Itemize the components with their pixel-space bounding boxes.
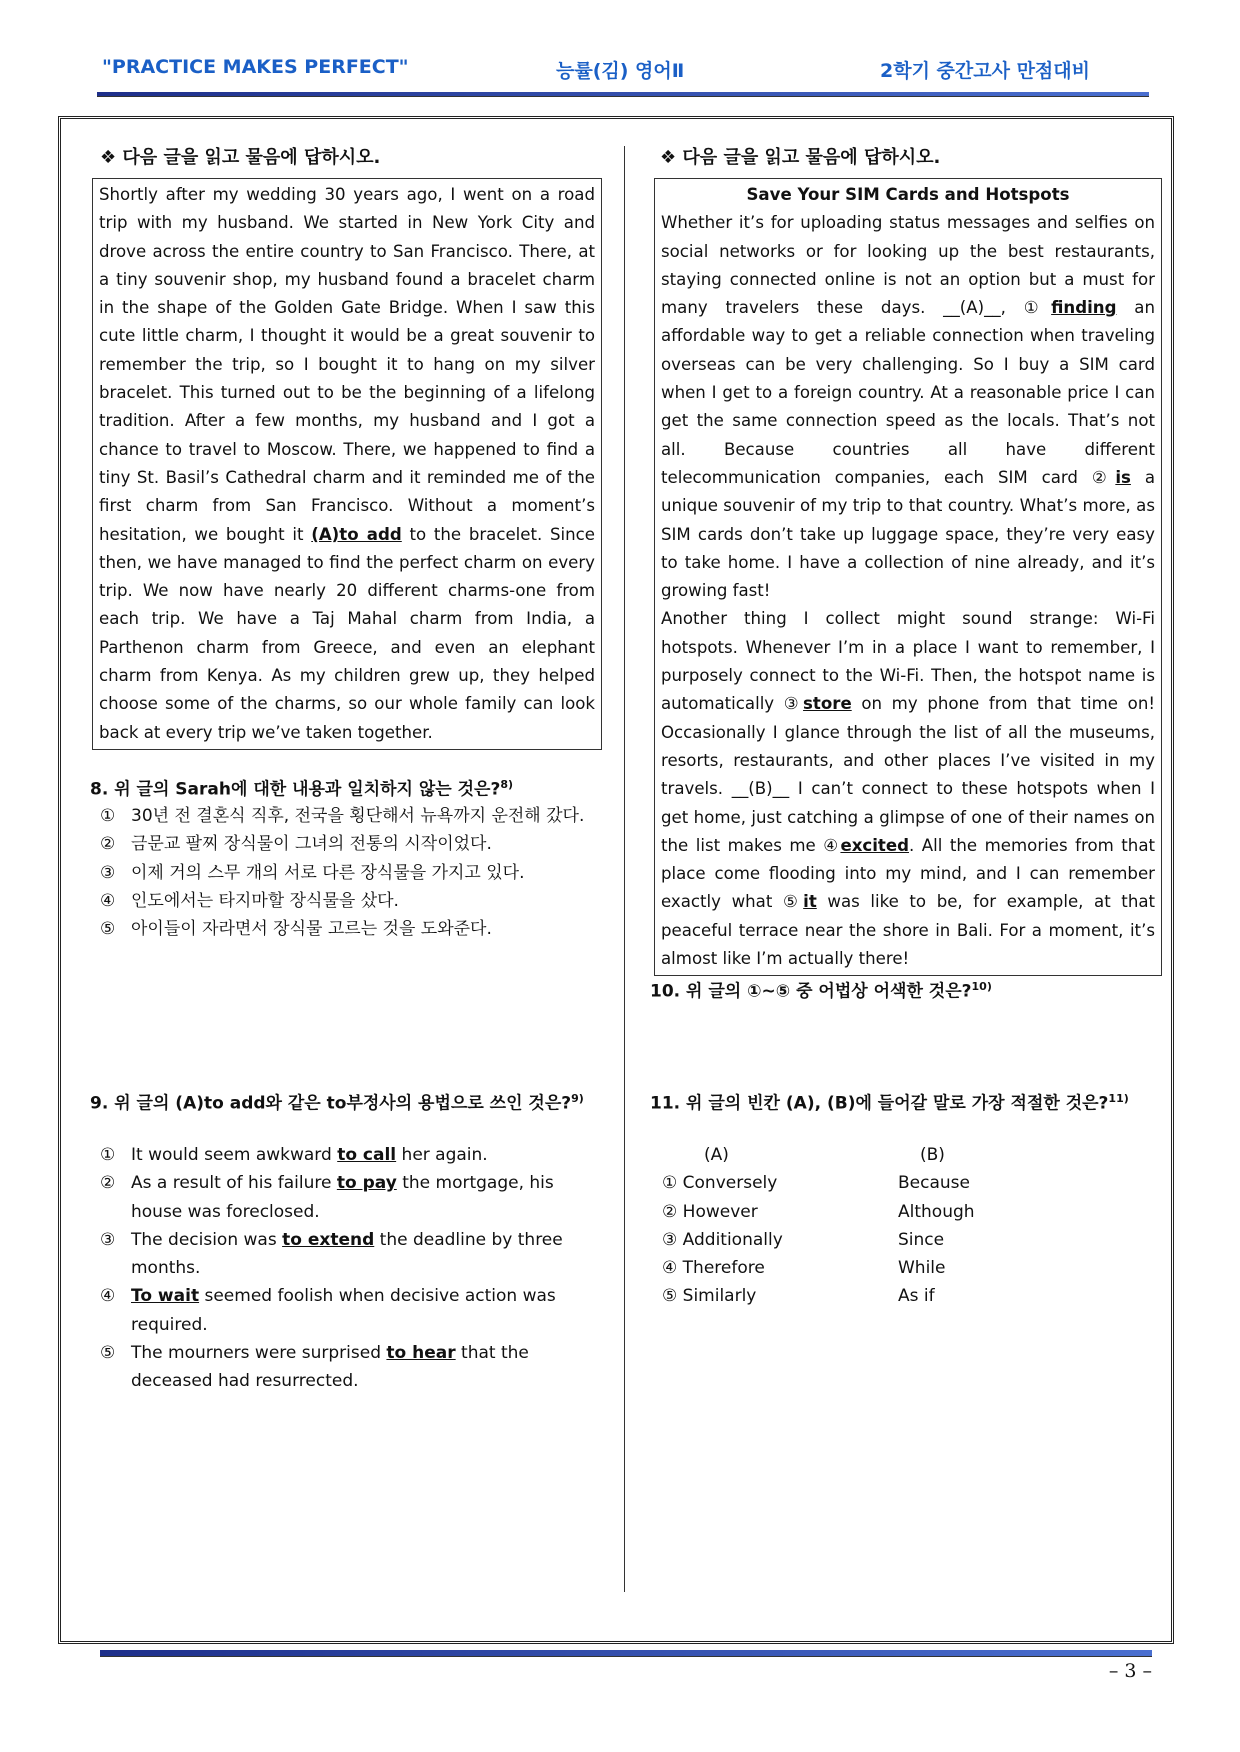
option-number: ② bbox=[100, 1173, 116, 1194]
option-number: ② bbox=[100, 834, 116, 855]
passage-text: Shortly after my wedding 30 years ago, I went on a road trip with my husband. We started in New York City and drove across the entire country to San Francisco. There, at a tiny souvenir shop, my husband found a bracelet charm in the shape of the Golden Gate Bridge. When I saw this cute little charm, I thought it would be a great souvenir to remember the trip, so I bought it to hang on my silver bracelet. This turned out to be the beginning of a lifelong tradition. After a few months, my husband and I got a chance to travel to Moscow. There, we happened to find a tiny St. Basil’s Cathedral charm and it reminded me of the first charm from San Francisco. Without a moment’s hesitation, we bought it bbox=[99, 185, 595, 544]
option-a-text: Additionally bbox=[682, 1229, 783, 1250]
question-8: 8. 위 글의 Sarah에 대한 내용과 일치하지 않는 것은?$^{8)}$ bbox=[90, 778, 514, 800]
q11-option bbox=[662, 1226, 975, 1254]
q9-option bbox=[100, 1141, 570, 1169]
mark-3: store bbox=[803, 694, 852, 714]
q8-option bbox=[100, 859, 600, 887]
q8-option bbox=[100, 887, 600, 915]
q11-option bbox=[662, 1198, 975, 1226]
option-b-text: Because bbox=[898, 1173, 970, 1194]
option-number: ① bbox=[100, 1145, 116, 1165]
option-a-text: However bbox=[682, 1201, 758, 1222]
q9-option bbox=[100, 1282, 570, 1339]
q9-option bbox=[100, 1169, 570, 1226]
option-number: ③ bbox=[662, 1229, 683, 1250]
option-b-text: Although bbox=[898, 1201, 975, 1222]
option-text: To wait seemed foolish when decisive action was required. bbox=[131, 1286, 556, 1335]
underlined-infinitive: To wait bbox=[131, 1286, 200, 1307]
underlined-infinitive: to hear bbox=[386, 1343, 456, 1364]
option-a bbox=[662, 1282, 898, 1310]
option-a-text: Therefore bbox=[682, 1258, 765, 1279]
option-number: ① bbox=[662, 1173, 683, 1194]
option-text: It would seem awkward to call her again. bbox=[131, 1145, 488, 1165]
blank-b: __(B)__ bbox=[731, 779, 790, 799]
question-10: 10. 위 글의 ①~⑤ 중 어법상 어색한 것은?$^{10)}$ bbox=[650, 980, 992, 1002]
option-number: ④ bbox=[100, 1286, 116, 1307]
left-instruction: ❖ 다음 글을 읽고 물음에 답하시오. bbox=[100, 147, 381, 168]
option-text: 인도에서는 타지마할 장식물을 샀다. bbox=[131, 890, 399, 911]
footer-bar bbox=[100, 1650, 1152, 1657]
option-number: ③ bbox=[100, 862, 116, 883]
option-number: ① bbox=[100, 806, 116, 826]
q11-option bbox=[662, 1169, 975, 1197]
question-11: 11. 위 글의 빈칸 (A), (B)에 들어갈 말로 가장 적절한 것은?$^{11)}$ bbox=[650, 1092, 1129, 1114]
underlined-infinitive: to pay bbox=[336, 1173, 397, 1194]
right-passage: Save Your SIM Cards and Hotspots Whether it’s for uploading status messages and selfies on social networks or for looking up the best restaurants, staying connected online is not an option but a must for many travelers these days. __(A)__, ①finding an affordable way to get a reliable connection when traveling overseas can be very challenging. So I buy a SIM card when I get to a foreign country. At a reasonable price I can get the same connection speed as the locals. That’s not all. Because countries all have different telecommunication companies, each SIM card ②is a unique souvenir of my trip to that country. What’s more, as SIM cards don’t take up luggage space, they’re very easy to take home. I have a collection of nine already, and it’s growing fast! Another thing I collect might sound strange: Wi-Fi hotspots. Whenever I’m in a place I want to remember, I purposely connect to the Wi-Fi. Then, the hotspot name is automatically ③store on my phone from that time on! Occasionally I glance through the list of all the museums, resorts, restaurants, and other places I’ve visited in my travels. __(B)__ I can’t connect to these hotspots when I get home, just catching a glimpse of one of their names on the list makes me ④excited. All the memories from that place come flooding into my mind, and I can remember exactly what ⑤it was like to be, for example, at that peaceful terrace near the shore in Bali. For a moment, it’s almost like I’m actually there! bbox=[654, 178, 1162, 976]
option-number: ⑤ bbox=[662, 1286, 683, 1307]
left-passage bbox=[92, 178, 602, 750]
option-text: 이제 거의 스무 개의 서로 다른 장식물을 가지고 있다. bbox=[131, 862, 525, 883]
q11-options bbox=[662, 1141, 975, 1311]
q11-option bbox=[662, 1282, 975, 1310]
q11-option bbox=[662, 1254, 975, 1282]
option-b-text: As if bbox=[898, 1286, 935, 1307]
option-number: ⑤ bbox=[100, 1343, 116, 1364]
mark-5: it bbox=[803, 892, 817, 912]
option-a bbox=[662, 1169, 898, 1197]
option-a bbox=[662, 1198, 898, 1226]
option-number: ④ bbox=[662, 1258, 683, 1279]
option-number: ③ bbox=[100, 1229, 116, 1250]
option-a-text: Conversely bbox=[682, 1173, 778, 1194]
underlined-infinitive: to call bbox=[337, 1145, 397, 1165]
option-number: ④ bbox=[100, 890, 116, 911]
underlined-infinitive: to extend bbox=[282, 1229, 375, 1250]
question-9: 9. 위 글의 (A)to add와 같은 to부정사의 용법으로 쓰인 것은?$^{9)}$ bbox=[90, 1092, 584, 1114]
option-number: ② bbox=[662, 1201, 683, 1222]
q9-options bbox=[100, 1141, 570, 1396]
q9-option bbox=[100, 1339, 570, 1396]
passage-title: Save Your SIM Cards and Hotspots bbox=[746, 185, 1070, 204]
header-right: 2학기 중간고사 만점대비 bbox=[880, 60, 1090, 82]
passage-text: to the bracelet. Since then, we have managed to find the perfect charm on every trip. We now have nearly 20 different charms-one from each trip. We have a Taj Mahal charm from India, a Parthenon charm from Greece, and even an elephant charm from Kenya. As my children grew up, they helped choose some of the charms, so our whole family can look back at every trip we’ve taken together. bbox=[99, 524, 595, 742]
option-text: As a result of his failure to pay the mortgage, his house was foreclosed. bbox=[131, 1173, 554, 1222]
right-instruction: ❖ 다음 글을 읽고 물음에 답하시오. bbox=[660, 147, 941, 168]
header-bar bbox=[97, 92, 1149, 97]
mark-1: finding bbox=[1051, 298, 1117, 318]
option-text: 금문교 팔찌 장식물이 그녀의 전통의 시작이었다. bbox=[131, 834, 492, 855]
option-text: The decision was to extend the deadline by three months. bbox=[131, 1229, 563, 1279]
q8-options bbox=[100, 802, 600, 943]
option-a-text: Similarly bbox=[682, 1286, 757, 1307]
q8-option bbox=[100, 802, 600, 830]
blank-a: __(A)__ bbox=[943, 298, 1001, 318]
mark-4: excited bbox=[840, 835, 909, 855]
q8-option bbox=[100, 915, 600, 943]
option-a bbox=[662, 1226, 898, 1254]
header-left: "PRACTICE MAKES PERFECT" bbox=[102, 56, 409, 78]
option-number: ⑤ bbox=[100, 919, 116, 940]
option-b-text: While bbox=[898, 1258, 946, 1279]
option-text: 아이들이 자라면서 장식물 고르는 것을 도와준다. bbox=[131, 919, 492, 940]
q9-option bbox=[100, 1226, 570, 1283]
mark-2: is bbox=[1115, 467, 1131, 487]
option-b-text: Since bbox=[898, 1229, 945, 1250]
option-a bbox=[662, 1254, 898, 1282]
option-text: The mourners were surprised to hear that the deceased had resurrected. bbox=[131, 1343, 529, 1392]
q8-option bbox=[100, 830, 600, 858]
header-center: 능률(김) 영어Ⅱ bbox=[556, 60, 685, 82]
column-divider bbox=[624, 146, 625, 1592]
q11-header-row: (A) (B) bbox=[704, 1145, 945, 1165]
underlined-to-add: (A)to add bbox=[311, 524, 402, 544]
page-number: – 3 – bbox=[1108, 1660, 1152, 1682]
option-text: 30년 전 결혼식 직후, 전국을 횡단해서 뉴욕까지 운전해 갔다. bbox=[131, 806, 585, 826]
